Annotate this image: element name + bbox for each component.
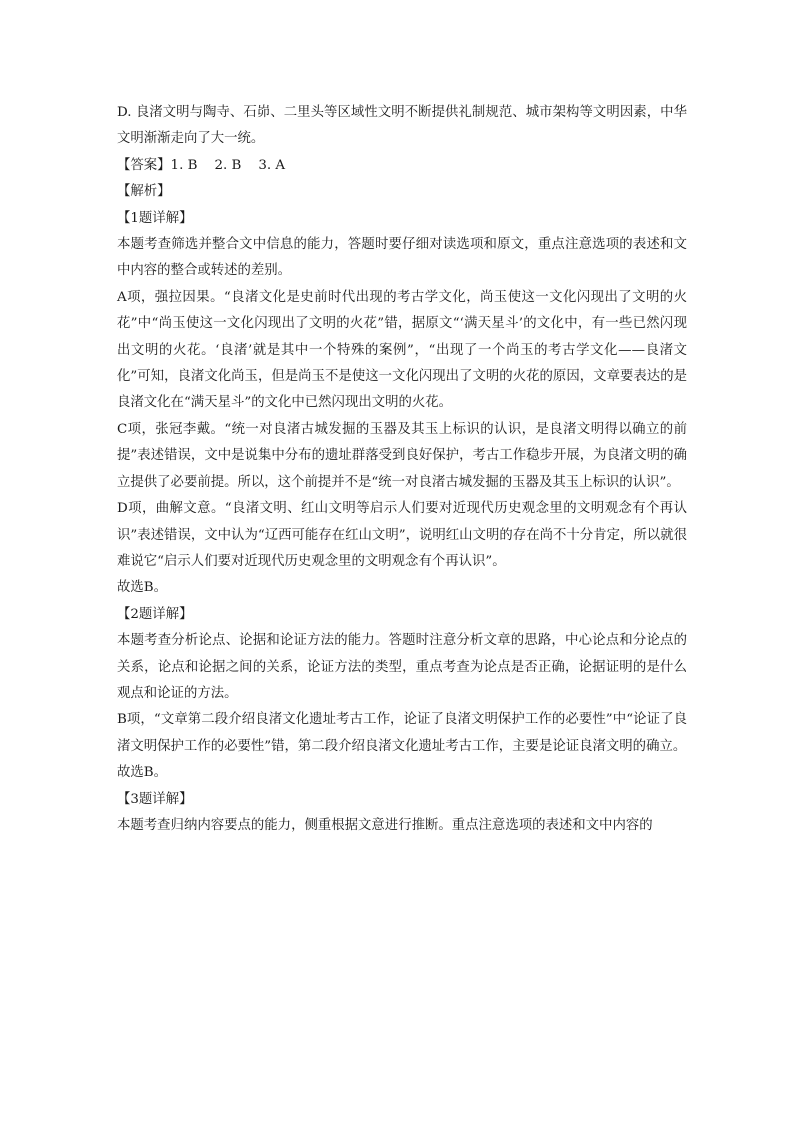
- q2-choice: 故选B。: [117, 765, 168, 781]
- answer-line: 【答案】1. B 2. B 3. A: [117, 157, 286, 173]
- q1-option-a: A项，强拉因果。“良渚文化是史前时代出现的考古学文化，尚玉使这一文化闪现出了文明的火花”中“尚玉使这一文化闪现出了文明的火花”错，据原文“‘满天星斗’的文化中，有一些已然闪现出文明的火花。‘良渚’就是其中一个特殊的案例”，“出现了一个尚玉的考古学文化——良渚文化”可知，良渚文化尚玉，但是尚玉不是使这一文化闪现出了文明的火花的原因，文章要表达的是良渚文化在“满天星斗”的文化中已然闪现出文明的火花。: [117, 289, 687, 411]
- q2-intro: 本题考查分析论点、论据和论证方法的能力。答题时注意分析文章的思路，中心论点和分论点的关系，论点和论据之间的关系，论证方法的类型，重点考查为论点是否正确，论据证明的是什么观点和论证的方法。: [117, 633, 687, 701]
- document-body: [117, 100, 687, 839]
- q1-option-d: D项，曲解文意。“良渚文明、红山文明等启示人们要对近现代历史观念里的文明观念有个再认识”表述错误，文中认为“辽西可能存在红山文明”，说明红山文明的存在尚不十分肯定，所以就很难说它“启示人们要对近现代历史观念里的文明观念有个再认识”。: [117, 501, 687, 569]
- q3-heading: 【3题详解】: [117, 791, 193, 807]
- q2-option-b: B项，“文章第二段介绍良渚文化遗址考古工作，论证了良渚文明保护工作的必要性”中“论证了良渚文明保护工作的必要性”错，第二段介绍良渚文化遗址考古工作，主要是论证良渚文明的确立。: [117, 712, 687, 754]
- q1-choice: 故选B。: [117, 580, 168, 596]
- q2-heading: 【2题详解】: [117, 606, 193, 622]
- q1-option-c: C项，张冠李戴。“统一对良渚古城发掘的玉器及其玉上标识的认识，是良渚文明得以确立的前提”表述错误，文中是说集中分布的遗址群落受到良好保护，考古工作稳步开展，为良渚文明的确立提供了必要前提。所以，这个前提并不是“统一对良渚古城发掘的玉器及其玉上标识的认识”。: [117, 421, 687, 490]
- option-d-text: D. 良渚文明与陶寺、石峁、二里头等区域性文明不断提供礼制规范、城市架构等文明因素，中华文明渐渐走向了大一统。: [117, 105, 687, 147]
- analysis-heading: 【解析】: [117, 184, 171, 200]
- q3-intro: 本题考查归纳内容要点的能力，侧重根据文意进行推断。重点注意选项的表述和文中内容的: [117, 817, 653, 833]
- q1-heading: 【1题详解】: [117, 210, 193, 226]
- q1-intro: 本题考查筛选并整合文中信息的能力，答题时要仔细对读选项和原文，重点注意选项的表述和文中内容的整合或转述的差别。: [117, 237, 687, 279]
